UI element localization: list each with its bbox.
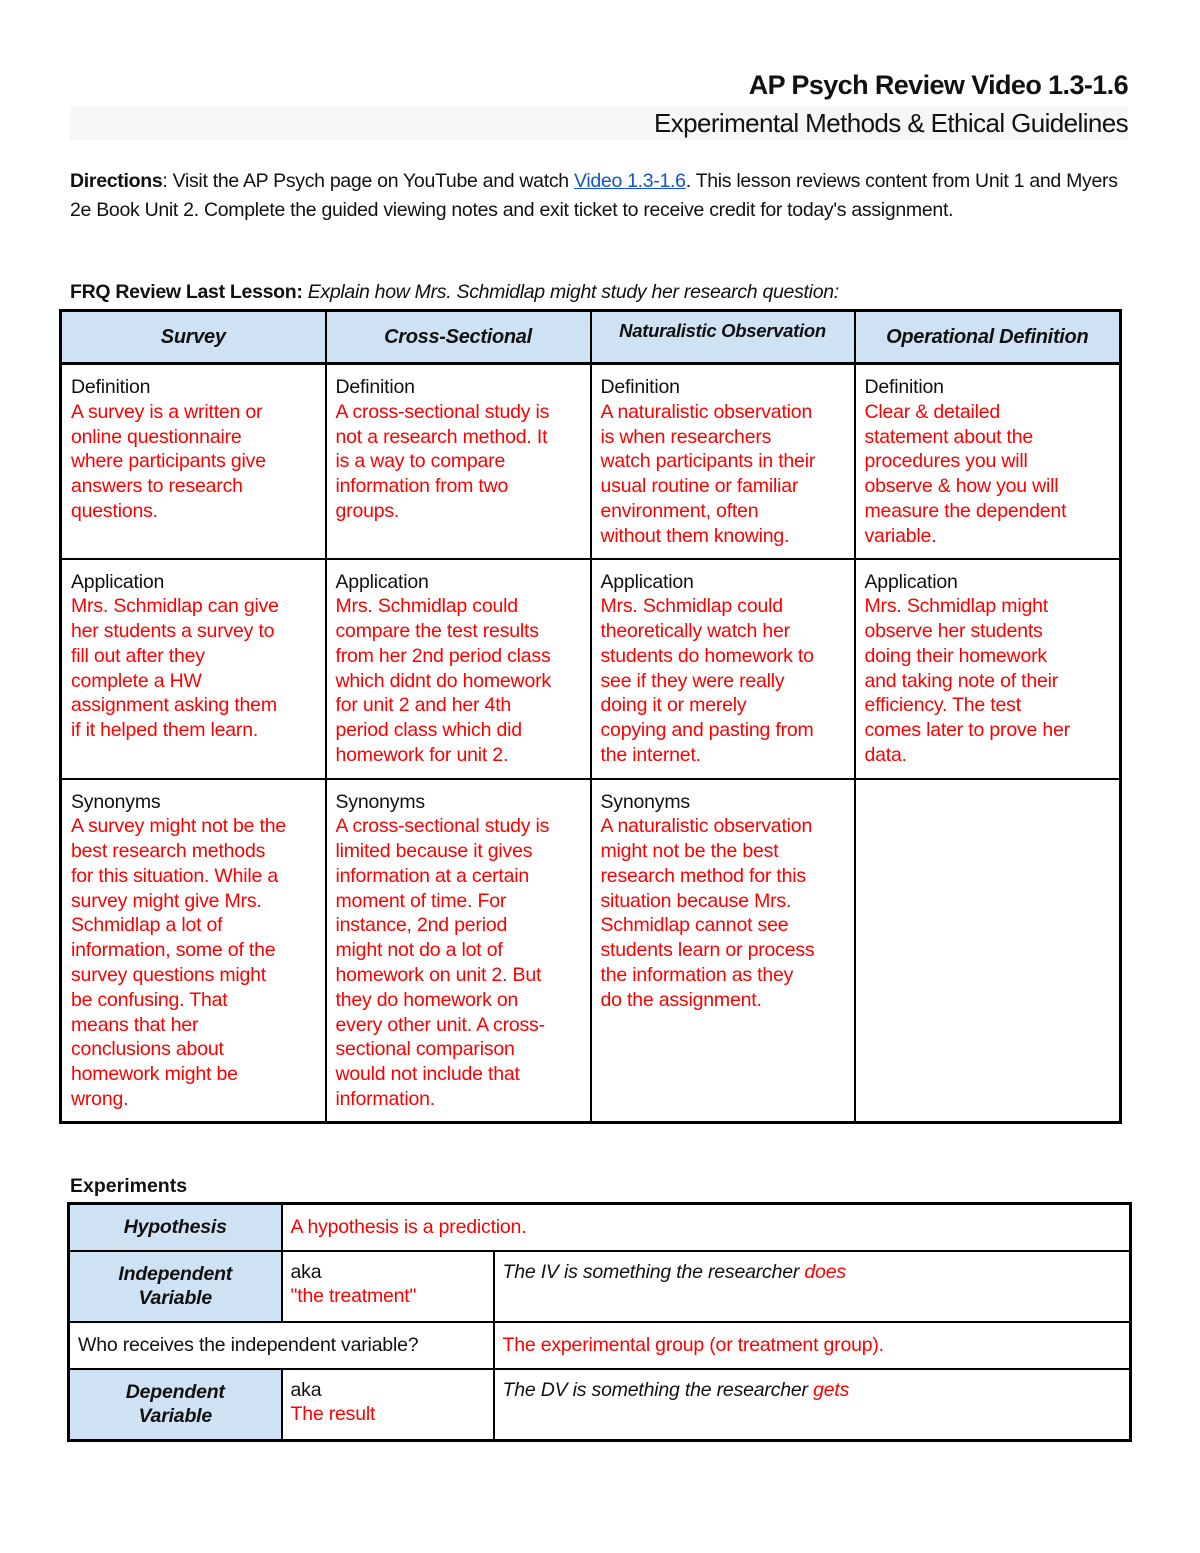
cell-answer-line: doing their homework [864,644,1047,667]
table-cell [326,779,591,1123]
header-survey: Survey [61,311,326,364]
cell-answer-line: variable. [864,524,937,547]
cell-answer-line: A cross-sectional study is [335,400,550,423]
cell-answer-line: is when researchers [600,425,772,448]
cell-label: Application [600,570,694,593]
table-row [61,559,1121,779]
cell-answer-line: the information as they [600,964,794,987]
cell-answer-line: theoretically watch her [600,620,790,643]
cell-answer-line: the internet. [600,744,701,767]
dv-aka-label: aka [290,1378,322,1401]
cell-answer-line: is a way to compare [335,450,506,473]
cell-answer-line: research method for this [600,864,806,887]
directions-text: : Visit the AP Psych page on YouTube and watch [162,170,574,192]
table-cell [326,559,591,779]
cell-answer-line: students learn or process [600,939,815,962]
cell-answer-line: complete a HW [71,669,202,692]
table-cell [61,779,326,1123]
iv-label [69,1251,282,1322]
cell-answer-line: environment, often [600,499,759,522]
cell-answer-line: for unit 2 and her 4th [335,694,512,717]
cell-answer-line: doing it or merely [600,694,747,717]
cell-answer-line: would not include that [335,1063,520,1086]
cell-answer-line: groups. [335,499,400,522]
dv-description [494,1369,1131,1441]
cell-answer-line: from her 2nd period class [335,644,551,667]
cell-answer-line: instance, 2nd period [335,914,508,937]
cell-answer-line: survey questions might [71,964,267,987]
frq-prompt [70,281,839,304]
table-cell [326,364,591,559]
iv-desc-answer: does [804,1260,846,1283]
frq-label: FRQ Review Last Lesson: [70,281,303,303]
cell-answer-line: might not be the best [600,840,779,863]
cell-answer-line: A cross-sectional study is [335,815,550,838]
cell-answer-line: questions. [71,499,158,522]
cell-answer-line: comes later to prove her [864,719,1070,742]
cell-answer-line: for this situation. While a [71,864,279,887]
cell-label: Application [335,570,429,593]
cell-answer-line: not a research method. It [335,425,548,448]
page-subtitle: Experimental Methods & Ethical Guidelines [654,108,1128,138]
cell-answer-line: Schmidlap cannot see [600,914,789,937]
cell-answer-line: students do homework to [600,644,814,667]
cell-answer-line: observe & how you will [864,475,1059,498]
cell-answer-line: homework on unit 2. But [335,964,542,987]
cell-answer-line: if it helped them learn. [71,719,259,742]
hypothesis-label: Hypothesis [69,1204,282,1251]
table-cell [591,364,855,559]
directions-label: Directions [70,170,163,192]
table-cell [61,364,326,559]
table-cell [855,779,1121,1123]
cell-answer-line: Mrs. Schmidlap could [335,595,518,618]
cell-answer-line: every other unit. A cross- [335,1013,545,1036]
cell-answer-line: A naturalistic observation [600,815,813,838]
cell-answer-line: compare the test results [335,620,539,643]
cell-answer-line: Schmidlap a lot of [71,914,223,937]
dv-aka [282,1369,494,1441]
iv-aka-label: aka [290,1260,322,1283]
cell-answer-line: limited because it gives [335,840,533,863]
cell-answer-line: and taking note of their [864,669,1059,692]
cell-answer-line: moment of time. For [335,889,507,912]
cell-answer-line: survey might give Mrs. [71,889,262,912]
dv-label [69,1369,282,1441]
cell-answer-line: observe her students [864,620,1043,643]
table-row [61,364,1121,559]
cell-answer-line: do the assignment. [600,988,762,1011]
table-cell [591,779,855,1123]
cell-answer-line: where participants give [71,450,266,473]
cell-answer-line: efficiency. The test [864,694,1021,717]
cell-answer-line: without them knowing. [600,524,790,547]
cell-answer-line: A survey might not be the [71,815,287,838]
cell-label: Definition [335,376,415,398]
cell-answer-line: they do homework on [335,988,519,1011]
dv-desc-answer: gets [813,1378,850,1401]
cell-label: Definition [864,376,944,398]
cell-answer-line: watch participants in their [600,450,816,473]
cell-answer-line: conclusions about [71,1038,224,1061]
experiments-heading: Experiments [70,1175,188,1197]
who-question: Who receives the independent variable? [69,1322,494,1369]
iv-description [494,1251,1131,1322]
cell-label: Application [71,570,165,593]
iv-aka-answer: "the treatment" [290,1285,417,1307]
cell-answer-line: best research methods [71,840,266,863]
cell-answer-line: homework for unit 2. [335,744,509,767]
cell-answer-line: her students a survey to [71,620,275,643]
cell-answer-line: might not do a lot of [335,939,503,962]
cell-answer-line: see if they were really [600,669,785,692]
table-cell [855,559,1121,779]
cell-answer-line: answers to research [71,475,243,498]
cell-answer-line: data. [864,744,907,767]
cell-answer-line: fill out after they [71,644,205,667]
cell-answer-line: wrong. [71,1088,129,1111]
iv-label-2: Variable [138,1287,213,1309]
cell-answer-line: Clear & detailed [864,400,1001,423]
cell-label: Definition [600,376,680,398]
hypothesis-answer: A hypothesis is a prediction. [282,1204,1131,1251]
cell-label: Definition [71,376,151,398]
dv-label-1: Dependent [125,1380,225,1403]
cell-answer-line: procedures you will [864,450,1028,473]
table-cell [855,364,1121,559]
cell-answer-line: means that her [71,1013,199,1036]
cell-label: Synonyms [335,790,425,813]
who-answer: The experimental group (or treatment group). [494,1322,1131,1369]
iv-label-1: Independent [118,1262,233,1285]
cell-answer-line: which didnt do homework [335,669,551,692]
header-operational-definition: Operational Definition [855,311,1121,364]
cell-answer-line: sectional comparison [335,1038,515,1061]
iv-desc: The IV is something the researcher [502,1260,805,1283]
cell-answer-line: assignment asking them [71,694,277,717]
cell-answer-line: situation because Mrs. [600,889,792,912]
page-title: AP Psych Review Video 1.3-1.6 [748,70,1128,100]
dv-aka-answer: The result [290,1403,376,1425]
video-link[interactable]: Video 1.3-1.6 [573,170,686,192]
cell-answer-line: information. [335,1088,435,1111]
cell-answer-line: statement about the [864,425,1034,448]
header-naturalistic-observation: Naturalistic Observation [591,311,855,364]
cell-answer-line: information from two [335,475,509,498]
research-methods-table [59,309,1122,1124]
cell-answer-line: Mrs. Schmidlap could [600,595,783,618]
table-cell [591,559,855,779]
iv-aka [282,1251,494,1322]
directions [70,167,1130,224]
cell-answer-line: information, some of the [71,939,276,962]
table-row [61,779,1121,1123]
cell-label: Synonyms [600,790,690,813]
cell-answer-line: measure the dependent [864,499,1067,522]
cell-answer-line: copying and pasting from [600,719,814,742]
cell-answer-line: A naturalistic observation [600,400,813,423]
cell-answer-line: usual routine or familiar [600,475,799,498]
frq-question: Explain how Mrs. Schmidlap might study her research question: [302,281,839,303]
cell-answer-line: information at a certain [335,864,530,887]
cell-answer-line: Mrs. Schmidlap might [864,595,1048,618]
cell-answer-line: Mrs. Schmidlap can give [71,595,279,618]
directions-text-2: . This lesson reviews content from Unit 1 and Myers 2e Book Unit 2. Complete the guided viewing notes and exit ticket to receive credit for today's assignment. [70,170,1118,221]
dv-desc: The DV is something the researcher [502,1378,814,1401]
header-cross-sectional: Cross-Sectional [326,311,591,364]
table-cell [61,559,326,779]
dv-label-2: Variable [138,1405,213,1428]
cell-answer-line: be confusing. That [71,988,228,1011]
experiments-table [67,1202,1132,1442]
cell-answer-line: homework might be [71,1063,238,1086]
cell-answer-line: A survey is a written or [71,400,263,423]
cell-answer-line: online questionnaire [71,425,242,448]
cell-label: Synonyms [71,790,161,813]
cell-label: Application [864,570,958,593]
cell-answer-line: period class which did [335,719,522,742]
